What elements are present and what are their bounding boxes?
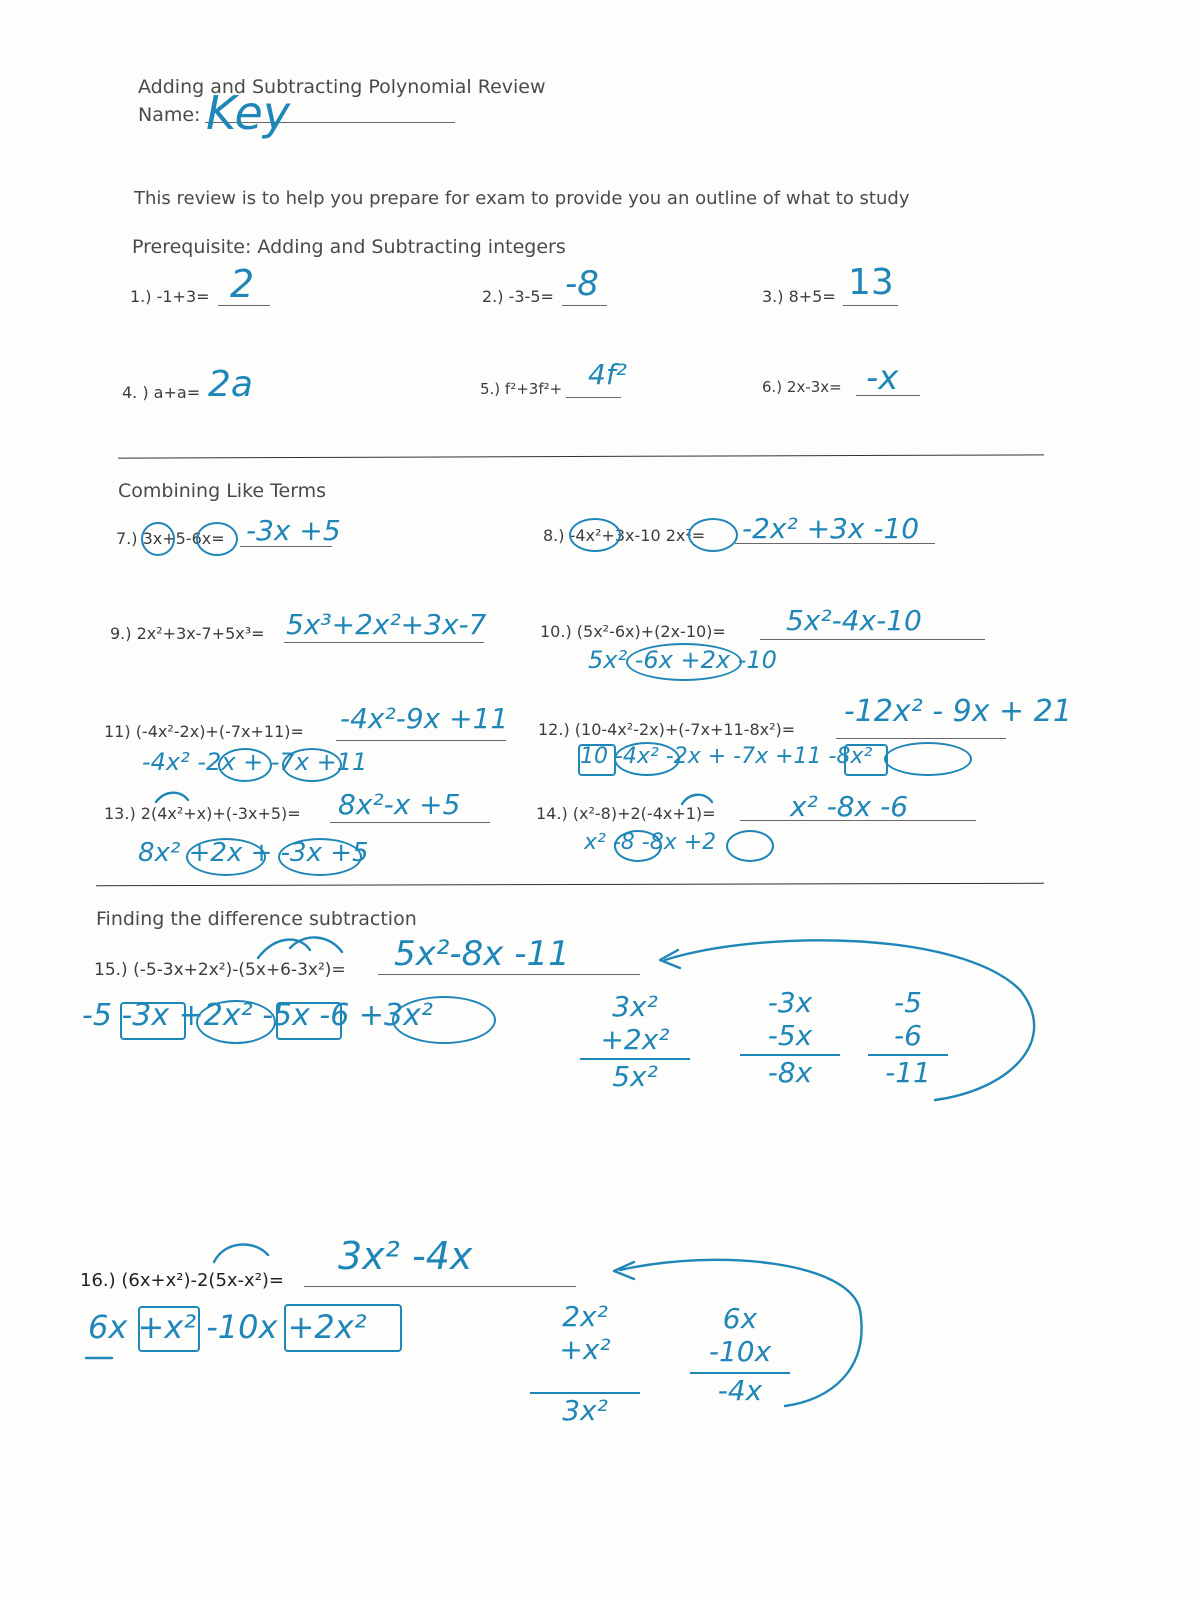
problem-1-answer: 2 (230, 262, 255, 306)
work-term: 2x² (562, 1300, 608, 1333)
problem-15-x2-column (580, 990, 690, 1093)
problem-1-prompt: 1.) -1+3= (130, 287, 210, 306)
combining-heading: Combining Like Terms (118, 480, 327, 502)
work-term: -10x (708, 1335, 772, 1368)
problem-12-prompt: 12.) (10-4x²-2x)+(-7x+11-8x²)= (538, 720, 796, 739)
work-term: +x² (559, 1333, 611, 1366)
work-total: 3x² (530, 1392, 640, 1427)
circle-mark (196, 522, 238, 556)
problem-10-answer: 5x²-4x-10 (786, 604, 922, 637)
circle-mark (278, 838, 362, 876)
problem-11-work: -4x² -2x + -7x +11 (142, 748, 368, 776)
problem-16-distribute-arrow (214, 1245, 268, 1262)
answer-line (836, 738, 1006, 739)
problem-12-answer: -12x² - 9x + 21 (844, 694, 1072, 729)
name-value: Key (206, 86, 291, 140)
problem-15-bracket-arrow (665, 940, 1034, 1100)
worksheet-title: Adding and Subtracting Polynomial Review (138, 76, 546, 98)
problem-10-prompt: 10.) (5x²-6x)+(2x-10)= (540, 622, 726, 641)
problem-4-answer: 2a (208, 364, 253, 405)
work-term: +2x² (600, 1023, 670, 1056)
circle-mark (392, 996, 496, 1044)
problem-13-work: 8x² +2x + -3x +5 (138, 838, 369, 868)
problem-15-distribute-arrow (258, 940, 310, 958)
problem-7-answer: -3x +5 (246, 514, 341, 547)
box-mark (120, 1002, 186, 1040)
answer-line (566, 397, 621, 398)
problem-15-prompt: 15.) (-5-3x+2x²)-(5x+6-3x²)= (94, 960, 346, 980)
box-mark (844, 744, 888, 776)
problem-16-x2-column (530, 1300, 640, 1427)
circle-mark (196, 1000, 276, 1044)
work-term: -3x (767, 986, 813, 1019)
problem-13-prompt: 13.) 2(4x²+x)+(-3x+5)= (104, 804, 301, 823)
problem-2-prompt: 2.) -3-5= (482, 287, 554, 306)
problem-5-prompt: 5.) f²+3f²+ (480, 380, 563, 398)
problem-6-answer: -x (866, 358, 899, 398)
problem-14-prompt: 14.) (x²-8)+2(-4x+1)= (536, 804, 716, 823)
section-divider (96, 883, 1044, 886)
circle-mark (569, 518, 621, 552)
work-term: -6 (894, 1019, 922, 1052)
problem-5-answer: 4f² (588, 358, 627, 391)
answer-line (330, 822, 490, 823)
intro-text: This review is to help you prepare for exam to provide you an outline of what to study (134, 188, 910, 209)
problem-16-work: 6x +x² -10x +2x² (88, 1308, 367, 1346)
problem-15-distribute-arrow (290, 937, 342, 952)
answer-line (304, 1286, 576, 1287)
work-term: 6x (722, 1302, 758, 1335)
work-term: -5 (894, 986, 922, 1019)
circle-mark (614, 742, 680, 776)
box-mark (284, 1304, 402, 1352)
problem-16-answer: 3x² -4x (338, 1234, 473, 1278)
problem-11-prompt: 11) (-4x²-2x)+(-7x+11)= (104, 722, 304, 741)
problem-13-answer: 8x²-x +5 (338, 788, 461, 821)
circle-mark (614, 830, 662, 862)
problem-15-x-column (740, 986, 840, 1089)
work-total: -4x (690, 1372, 790, 1407)
problem-3-prompt: 3.) 8+5= (762, 287, 836, 306)
section-divider (118, 454, 1044, 458)
circle-mark (626, 643, 742, 681)
problem-8-prompt: 8.) -4x²+3x-10 2x²= (543, 526, 706, 545)
problem-12-work: 10 -4x² -2x + -7x +11 -8x² (580, 744, 873, 769)
problem-13-distribute-arrow (156, 793, 188, 802)
work-term: 3x² (612, 990, 658, 1023)
problem-14-answer: x² -8x -6 (790, 790, 909, 823)
problem-2-answer: -8 (565, 264, 599, 304)
work-total: 5x² (580, 1058, 690, 1093)
name-label: Name: (138, 104, 201, 126)
circle-mark (141, 522, 175, 556)
answer-line (336, 740, 506, 741)
box-mark (276, 1002, 342, 1040)
problem-16-prompt: 16.) (6x+x²)-2(5x-x²)= (80, 1270, 285, 1291)
circle-mark (282, 748, 342, 782)
problem-15-answer: 5x²-8x -11 (394, 934, 570, 974)
problem-15-constant-column (868, 986, 948, 1089)
circle-mark (186, 838, 266, 876)
answer-line (760, 639, 985, 640)
work-term: -5x (767, 1019, 813, 1052)
problem-16-x-column (690, 1302, 790, 1407)
problem-10-work: 5x² -6x +2x -10 (588, 646, 777, 674)
box-mark (138, 1306, 200, 1352)
work-total: -8x (740, 1054, 840, 1089)
problem-4-prompt: 4. ) a+a= (122, 383, 201, 402)
box-mark (578, 744, 616, 776)
problem-11-answer: -4x²-9x +11 (340, 702, 509, 735)
problem-15-work: -5 -3x +2x² -5x -6 +3x² (82, 998, 433, 1033)
problem-14-distribute-arrow (682, 795, 712, 804)
answer-line (562, 305, 607, 306)
arrow-head (660, 950, 680, 968)
difference-heading: Finding the difference subtraction (96, 908, 417, 930)
problem-9-prompt: 9.) 2x²+3x-7+5x³= (110, 624, 265, 643)
circle-mark (726, 830, 774, 862)
answer-line (284, 642, 484, 643)
problem-7-prompt: 7.) 3x+5-6x= (116, 529, 225, 548)
circle-mark (218, 748, 272, 782)
problem-3-answer: 13 (848, 262, 894, 303)
answer-line (843, 305, 898, 306)
circle-mark (688, 518, 738, 552)
problem-6-prompt: 6.) 2x-3x= (762, 378, 842, 396)
problem-14-work: x² -8 -8x +2 (584, 830, 717, 855)
problem-8-answer: -2x² +3x -10 (742, 512, 920, 545)
answer-line (378, 974, 640, 975)
arrow-head (614, 1262, 634, 1279)
problem-9-answer: 5x³+2x²+3x-7 (286, 608, 487, 641)
work-total: -11 (868, 1054, 948, 1089)
circle-mark (884, 742, 972, 776)
prereq-heading: Prerequisite: Adding and Subtracting integers (132, 236, 566, 258)
